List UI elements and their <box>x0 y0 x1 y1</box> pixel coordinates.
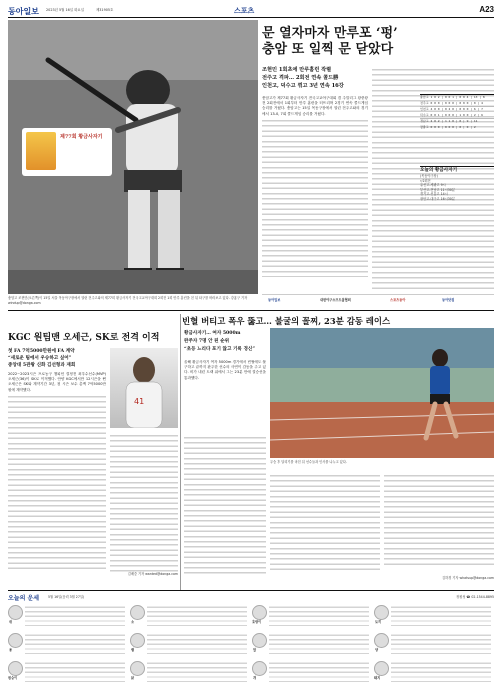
score-line-1: 충암고 1 0 2 | 0 0 1 | 0 0 4 | 13 | 8 <box>420 95 485 99</box>
article1-body-col1 <box>262 96 368 292</box>
section-name: 스포츠 <box>234 6 255 15</box>
score-line-6: 장충고 0 0 0 | 0 0 0 | 0 | 0 | 2 <box>420 124 476 129</box>
subhead-2: 전주고 격파… 2회전 연속 콜드勝 <box>262 75 339 81</box>
article2-byline: 김배중 기자 wanted@donga.com <box>127 572 178 576</box>
sign-name: 쥐 <box>9 620 13 624</box>
issue-date: 2023년 5월 16일 화요일 <box>46 8 84 12</box>
pullquote-1: 황금사자기… 여자 5000m <box>184 331 241 336</box>
runner-caption: 우승 후 달리기를 마친 뒤 선수들과 인사를 나누고 있다. <box>270 460 347 464</box>
horoscope-date: 5월 16일(음력 3월 27일) <box>48 595 85 599</box>
oh-sekeun-photo <box>110 348 178 428</box>
article2-body-filler <box>8 393 106 572</box>
event-badge <box>22 128 112 176</box>
article2-body-col2 <box>110 432 178 572</box>
article1-headline-line1: 문 열자마자 만루포 ‘펑’ <box>262 26 398 41</box>
article3-body-filler-2 <box>270 472 380 574</box>
horse-icon <box>252 633 267 648</box>
horoscope-item <box>130 659 250 686</box>
schedule-game-2: 부산고-전남고 11시30분 <box>420 187 455 192</box>
runner-illustration <box>270 328 494 458</box>
fortune-text <box>25 632 125 656</box>
sponsor-4: 동아닷컴 <box>442 298 455 302</box>
article1-body-text: 충암고가 제77회 황금사자기 전국고교야구대회 겸 주말리그 왕중왕전 2회전에서 1회부터 만루 홈런을 터뜨리며 2경기 연속 콜드게임 승리를 거뒀다. 충암고는 15일 목동구장에서 열린 전주고와의 경기에서 13-0, 7회 콜드게임 승리를 거뒀다. <box>262 96 368 116</box>
sponsor-3: 스포츠동아 <box>390 298 406 302</box>
section-divider-2 <box>8 590 494 591</box>
fortune-text <box>391 632 491 656</box>
paper-name: 동아일보 <box>8 6 39 16</box>
sheep-icon <box>374 633 389 648</box>
event-badge-text: 제77회 황금사자기 <box>60 134 103 140</box>
sign-name: 돼지 <box>374 676 381 680</box>
rabbit-icon <box>374 605 389 620</box>
masthead <box>8 5 494 17</box>
article3-pullquote <box>184 330 266 354</box>
horoscope-item <box>130 631 250 658</box>
runner-photo <box>270 328 494 458</box>
pullquote-2: 완주자 7명 안 된 순위 <box>184 339 230 344</box>
sponsor-1: 동아일보 <box>268 298 281 302</box>
fortune-text <box>25 604 125 628</box>
fortune-text <box>147 632 247 656</box>
horoscope-grid <box>8 603 494 687</box>
dragon-icon <box>8 633 23 648</box>
fortune-text <box>147 660 247 684</box>
article3-byline: 김하경 기자 whatsup@donga.com <box>442 576 494 580</box>
sponsor-2: 대한야구소프트볼협회 <box>320 298 351 302</box>
schedule-round: ▽2회전 <box>420 178 431 183</box>
article2-headline: KGC 원팀맨 오세근, SK로 전격 이적 <box>8 333 160 343</box>
article2-subhead-3: 중앙대 5관왕 신화 김선형과 재회 <box>8 363 76 368</box>
horoscope-item <box>374 659 494 686</box>
sign-name: 토끼 <box>375 620 382 624</box>
monkey-icon <box>8 661 23 676</box>
masthead-rule <box>8 17 494 18</box>
article3-body-filler-1 <box>184 434 266 574</box>
sign-name: 호랑이 <box>252 620 262 624</box>
fortune-text <box>269 604 369 628</box>
article2-body-text: 2022~2023시즌 프로농구 챔피언 결정전 최우수선수(MVP) 오세근(36)이 SK로 이적했다. 안양 KGC에서만 12시즌을 뛴 오세근은 SK와 계약기간 3년, 첫 시즌 보수 총액 7억5000만 원에 계약했다. <box>8 372 106 392</box>
fortune-text <box>25 660 125 684</box>
player-portrait <box>110 348 178 428</box>
photo-caption <box>8 296 258 305</box>
schedule-game-4: 장안고-대구고 16시30분 <box>420 196 455 201</box>
article2-body-filler-2 <box>110 432 178 572</box>
issue-number: 제31905호 <box>96 8 114 12</box>
horoscope-item <box>252 659 372 686</box>
article1-subheads <box>262 66 372 90</box>
golden-lion-icon <box>26 132 56 170</box>
score-line-2: 전주고 0 0 0 | 0 0 0 | 0 0 0 | 0 | 4 <box>420 100 483 105</box>
article2-body-col1 <box>8 372 106 572</box>
article3-body-col3 <box>384 472 494 574</box>
page-number: A23 <box>479 5 494 14</box>
article3-body-col1b <box>184 434 266 574</box>
dog-icon <box>252 661 267 676</box>
sign-name: 말 <box>253 648 257 652</box>
article3-body-col2 <box>270 472 380 574</box>
ox-icon <box>130 605 145 620</box>
article1-headline-line2: 충암 또 일찍 문 닫았다 <box>262 42 394 57</box>
horoscope-provider: 정원성 ☎ 02-1544-8895 <box>456 595 494 599</box>
article1-body-filler <box>262 117 368 277</box>
sign-name: 닭 <box>131 676 135 680</box>
fortune-text <box>269 660 369 684</box>
column-divider <box>180 314 181 590</box>
article3-body-filler-3 <box>384 472 494 568</box>
horoscope-item <box>8 603 128 630</box>
subhead-1: 조현민 1회초에 만루홈런 작렬 <box>262 67 332 73</box>
sign-name: 개 <box>253 676 257 680</box>
sponsor-bar <box>262 294 494 305</box>
fortune-text <box>147 604 247 628</box>
article2-subhead-2: “새로운 팀에서 우승하고 싶어” <box>8 356 72 361</box>
schedule-title: 오늘의 황금사자기 <box>420 168 458 173</box>
horoscope-item <box>374 631 494 658</box>
horoscope-title: 오늘의 운세 <box>8 595 40 602</box>
horoscope-section <box>8 593 494 687</box>
score-line-4: 덕수고 0 0 1 | 0 0 0 | 1 0 0 | 2 | 6 <box>420 112 483 117</box>
horoscope-item <box>252 631 372 658</box>
batter-photo <box>8 20 258 294</box>
schedule-venue: (목동야구장) <box>420 174 438 178</box>
scoreboard <box>420 94 494 131</box>
rooster-icon <box>130 661 145 676</box>
sign-name: 양 <box>375 648 379 652</box>
horoscope-item <box>8 631 128 658</box>
rat-icon <box>8 605 23 620</box>
horoscope-item <box>374 603 494 630</box>
pig-icon <box>374 661 389 676</box>
photo-byline: 강홍구 기자 windup@donga.com <box>8 296 248 305</box>
section-divider-1 <box>8 310 494 311</box>
horoscope-item <box>8 659 128 686</box>
sign-name: 용 <box>9 648 13 652</box>
subhead-3: 인천고, 덕수고 꺾고 3년 연속 16강 <box>262 83 344 89</box>
sign-name: 원숭이 <box>8 676 18 680</box>
tiger-icon <box>252 605 267 620</box>
schedule-game-1: 유신고-세광고 9시 <box>420 183 446 188</box>
sign-name: 뱀 <box>131 648 135 652</box>
horoscope-item <box>252 603 372 630</box>
schedule-box <box>420 166 494 202</box>
score-line-3: 인천고 4 0 0 | 0 2 0 | 0 0 0 | 6 | 7 <box>420 106 494 113</box>
article2-subheads <box>8 348 106 369</box>
snake-icon <box>130 633 145 648</box>
fortune-text <box>391 604 491 628</box>
article1-headline <box>262 26 494 58</box>
svg-text:41: 41 <box>134 397 145 406</box>
score-line-5: 경남고 2 0 2 | 1 1 0 | 0 | 9 | 11 <box>420 118 494 125</box>
horoscope-item <box>130 603 250 630</box>
article3-headline: 빈혈 버티고 폭우 뚫고… 불굴의 꼴찌, 23분 감동 레이스 <box>182 316 391 326</box>
photo-caption-text: 충암고 조현민(오른쪽)이 15일 서울 목동야구장에서 열린 전주고와의 제77회 황금사자기 전국고교야구대회 2회전 1회 만루 홈런을 친 뒤 타구를 바라보고 있다. <box>8 296 230 300</box>
pullquote-3: “초등 느리다 포기 않고 기록 경신” <box>184 347 255 352</box>
fortune-text <box>391 660 491 684</box>
sign-name: 소 <box>131 620 135 624</box>
fortune-text <box>269 632 369 656</box>
schedule-game-3: 경기고-신흥고 14시 <box>420 192 448 197</box>
article2-subhead-1: 첫 FA 7억5000만원에 FA 계약 <box>8 349 75 354</box>
article3-body-text: 올해 황금사자기 여자 5000m 경기에서 빈혈에도 불구하고 끝까지 완주한 선수의 사연이 감동을 주고 있다. 비가 내린 트랙 위에서 그는 23분 만에 결승선을 통과했다. <box>184 360 266 380</box>
article3-body-col1 <box>184 360 266 430</box>
